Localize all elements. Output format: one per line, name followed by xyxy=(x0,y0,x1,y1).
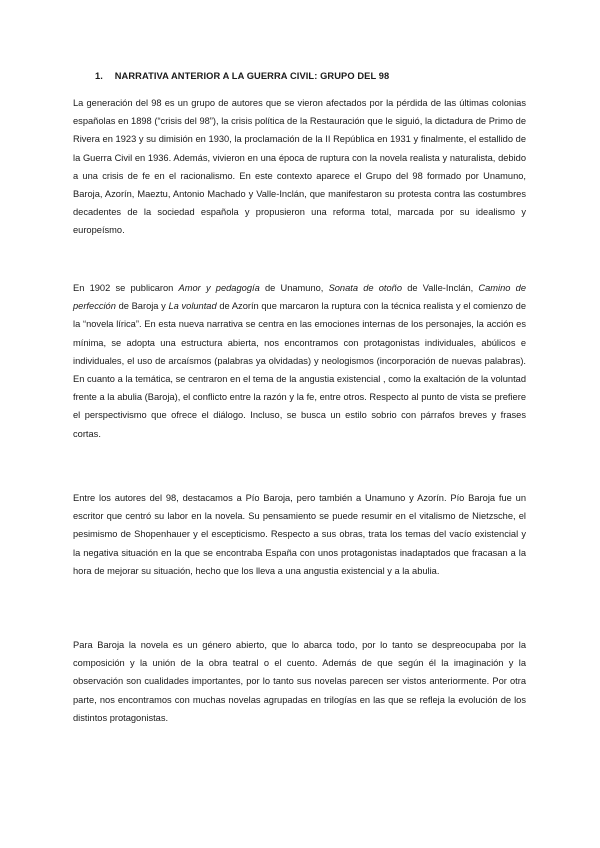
paragraph-pio-baroja: Entre los autores del 98, destacamos a Pío Baroja, pero también a Unamuno y Azorín. Pío Baroja fue un escritor que centró su labor en la novela. Su pensamiento se puede resumir en el vitalismo de Nietzsche, el pesimismo de Shopenhauer y el escepticismo. Respecto a sus obras, trata los temas del vacío existencial y la negativa situación en la que se encontraba España con unos protagonistas inadaptados que fracasan a la hora de mejorar su situación, hecho que los lleva a una angustia existencial y a la abulia. xyxy=(73,493,526,576)
text-run: de Valle-Inclán, xyxy=(402,283,479,293)
section-number: 1. xyxy=(95,71,103,81)
section-heading xyxy=(95,71,389,81)
paragraph-1902-works xyxy=(73,279,526,443)
work-title: Camino de perfección xyxy=(73,283,526,312)
paragraph-context: La generación del 98 es un grupo de autores que se vieron afectados por la pérdida de las últimas colonias españolas en 1898 (“crisis del 98”), la crisis política de la Restauración que le siguió, la dictadura de Primo de Rivera en 1923 y su dimisión en 1930, la proclamación de la II República en 1931 y finalmente, el estallido de la Guerra Civil en 1936. Además, vivieron en una época de ruptura con la novela realista y naturalista, debido a una crisis de fe en el racionalismo. En este contexto aparece el Grupo del 98 formado por Unamuno, Baroja, Azorín, Maeztu, Antonio Machado y Valle-Inclán, que manifestaron su protesta contra las costumbres decadentes de la sociedad española y propusieron una reforma total, marcada por su idealismo y europeísmo. xyxy=(73,98,526,236)
text-run: de Unamuno, xyxy=(259,283,329,293)
work-title: La voluntad xyxy=(168,301,217,312)
work-title: Sonata de otoño xyxy=(328,283,403,293)
work-title: Amor y pedagogía xyxy=(178,283,260,293)
paragraph-baroja-novel: Para Baroja la novela es un género abierto, que lo abarca todo, por lo tanto se despreocupaba por la composición y la unión de la obra teatral o el cuento. Además de que según él la imaginación y la observación son cualidades importantes, por lo tanto sus novelas parecen ser vistos anteriormente. Por otra parte, nos encontramos con muchas novelas agrupadas en trilogías en las que se refleja la evolución de los distintos protagonistas. xyxy=(73,640,526,723)
text-run: de Baroja y xyxy=(115,301,169,312)
section-title: NARRATIVA ANTERIOR A LA GUERRA CIVIL: GRUPO DEL 98 xyxy=(114,71,390,81)
text-run: En 1902 se publicaron xyxy=(73,283,179,293)
text-run: de Azorín que marcaron la ruptura con la técnica realista y el comienzo de la “novela lírica”. En esta nueva narrativa se centra en las emociones internas de los personajes, la acción es mínima, se adopta una estructura abierta, nos encontramos con protagonistas individuales, abúlicos e individuales, el uso de arcaísmos (palabras ya olvidadas) y neologismos (incorporación de nuevas palabras). En cuanto a la temática, se centraron en el tema de la angustia existencial , como la exaltación de la voluntad frente a la abulia (Baroja), el conflicto entre la razón y la fe, entre otros. Respecto al punto de vista se prefiere el perspectivismo que ofrece el diálogo. Incluso, se busca un estilo sobrio con párrafos breves y frases cortas. xyxy=(73,301,526,439)
